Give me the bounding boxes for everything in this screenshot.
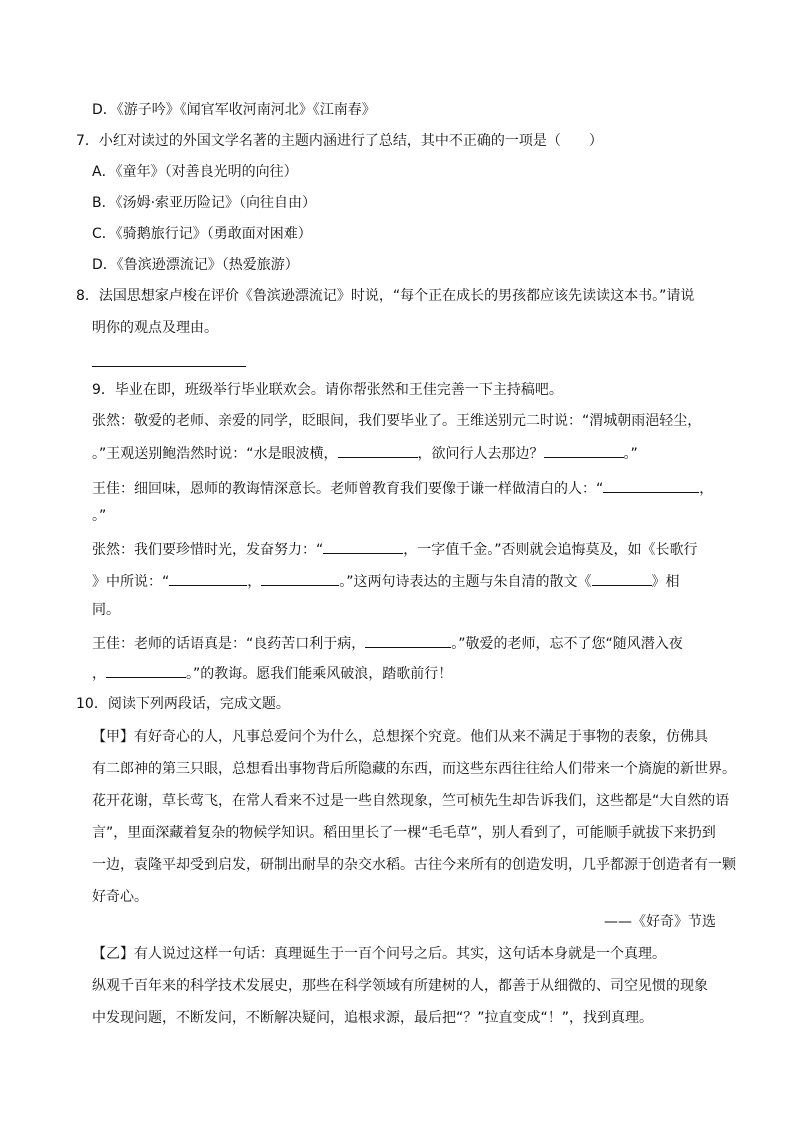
fill-blank[interactable] <box>544 442 624 458</box>
text-fragment: ， <box>699 481 714 497</box>
text-fragment: 》相 <box>651 574 680 590</box>
q7-option-a: A．《童年》（对善良光明的向往） <box>92 164 298 180</box>
q7-option-d: D．《鲁滨逊漂流记》（热爱旅游） <box>92 257 299 273</box>
q7-option-c: C．《骑鹅旅行记》（勇敢面对困难） <box>92 226 312 242</box>
q6-option-d: D．《游子吟》《闻官军收河南河北》《江南春》 <box>92 102 376 118</box>
text-fragment: ，一字值千金。”否则就会追悔莫及，如《长歌行 <box>403 542 698 558</box>
text-fragment: 。”王观送别鲍浩然时说：“水是眼波横， <box>92 446 338 462</box>
fill-blank[interactable] <box>323 538 403 554</box>
text-fragment: 》中所说：“ <box>92 574 170 590</box>
text-fragment: 。”敬爱的老师，忘不了您“随风潜入夜 <box>451 636 683 652</box>
text-fragment: 。” <box>623 446 638 462</box>
q9-zhangran2-line1 <box>92 538 698 560</box>
fill-blank[interactable] <box>338 442 418 458</box>
q9-wangjia2-line1 <box>92 632 683 654</box>
q10-yi-line3: 中发现问题，不断发问，不断解决疑问，追根求源，最后把“？”拉直变成“！”，找到真理。 <box>92 1010 654 1026</box>
q9-wangjia-line2: 。” <box>92 508 107 524</box>
q7-stem: 7．小红对读过的外国文学名著的主题内涵进行了总结，其中不正确的一项是（ ） <box>76 133 603 149</box>
text-fragment: 。”的教诲。愿我们能乘风破浪，踏歌前行！ <box>186 666 453 682</box>
q8-answer-line[interactable] <box>92 366 246 367</box>
text-fragment: ，欲问行人去那边？ <box>417 446 544 462</box>
q10-jia-line: 【甲】有好奇心的人，凡事总爱问个为什么，总想探个究竟。他们从来不满足于事物的表象，仿佛具 <box>92 729 708 745</box>
text-fragment: 张然：我们要珍惜时光，发奋努力：“ <box>92 542 324 558</box>
fill-blank[interactable] <box>169 570 247 586</box>
text-fragment: 王佳：细回味，恩师的教诲情深意长。老师曾教育我们要像于谦一样做清白的人：“ <box>92 481 604 497</box>
q9-wangjia2-line2 <box>92 662 452 684</box>
q9-zhangran2-line2 <box>92 570 680 592</box>
q7-option-b: B．《汤姆·索亚历险记》（向往自由） <box>92 195 317 211</box>
fill-blank[interactable] <box>592 570 652 586</box>
q10-jia-line: 一边，袁隆平却受到启发，研制出耐旱的杂交水稻。古往今来所有的创造发明，几乎都源于创造者有一颗 <box>92 857 736 873</box>
q9-zhangran-line1: 张然：敬爱的老师、亲爱的同学，眨眼间，我们要毕业了。王维送别元二时说：“渭城朝雨浥轻尘， <box>92 413 702 429</box>
q9-stem: 9．毕业在即，班级举行毕业联欢会。请你帮张然和王佳完善一下主持稿吧。 <box>92 382 563 398</box>
q10-source: ——《好奇》节选 <box>604 914 716 930</box>
q9-zhangran-line2 <box>92 442 638 464</box>
fill-blank[interactable] <box>261 570 339 586</box>
q10-jia-line: 好奇心。 <box>92 889 148 905</box>
q10-yi-line1: 【乙】有人说过这样一句话：真理诞生于一百个问号之后。其实，这句话本身就是一个真理。 <box>92 946 666 962</box>
text-fragment: ， <box>92 666 106 682</box>
q10-jia-line: 花开花谢，草长莺飞，在常人看来不过是一些自然现象，竺可桢先生却告诉我们，这些都是“大自然的语 <box>92 793 730 809</box>
text-fragment: 王佳：老师的话语真是：“良药苦口利于病， <box>92 636 366 652</box>
q10-jia-line: 有二郎神的第三只眼，总想看出事物背后所隐藏的东西，而这些东西往往给人们带来一个旖旎的新世界。 <box>92 761 736 777</box>
q10-stem: 10．阅读下列两段话，完成文题。 <box>76 696 290 712</box>
fill-blank[interactable] <box>106 662 186 678</box>
q9-wangjia-line1 <box>92 477 713 499</box>
q8-stem-line1: 8．法国思想家卢梭在评价《鲁滨逊漂流记》时说，“每个正在成长的男孩都应该先读读这本书。”请说 <box>76 288 695 304</box>
fill-blank[interactable] <box>603 477 699 493</box>
text-fragment: ， <box>247 574 262 590</box>
q9-zhangran2-line3: 同。 <box>92 602 120 618</box>
text-fragment: 。”这两句诗表达的主题与朱自清的散文《 <box>339 574 592 590</box>
q10-yi-line2: 纵观千百年来的科学技术发展史，那些在科学领域有所建树的人，都善于从细微的、司空见惯的现象 <box>92 978 708 994</box>
q8-stem-line2: 明你的观点及理由。 <box>92 320 218 336</box>
q10-jia-line: 言”，里面深藏着复杂的物候学知识。稻田里长了一棵“毛毛草”，别人看到了，可能顺手就拔下来扔到 <box>92 825 716 841</box>
fill-blank[interactable] <box>365 632 451 648</box>
